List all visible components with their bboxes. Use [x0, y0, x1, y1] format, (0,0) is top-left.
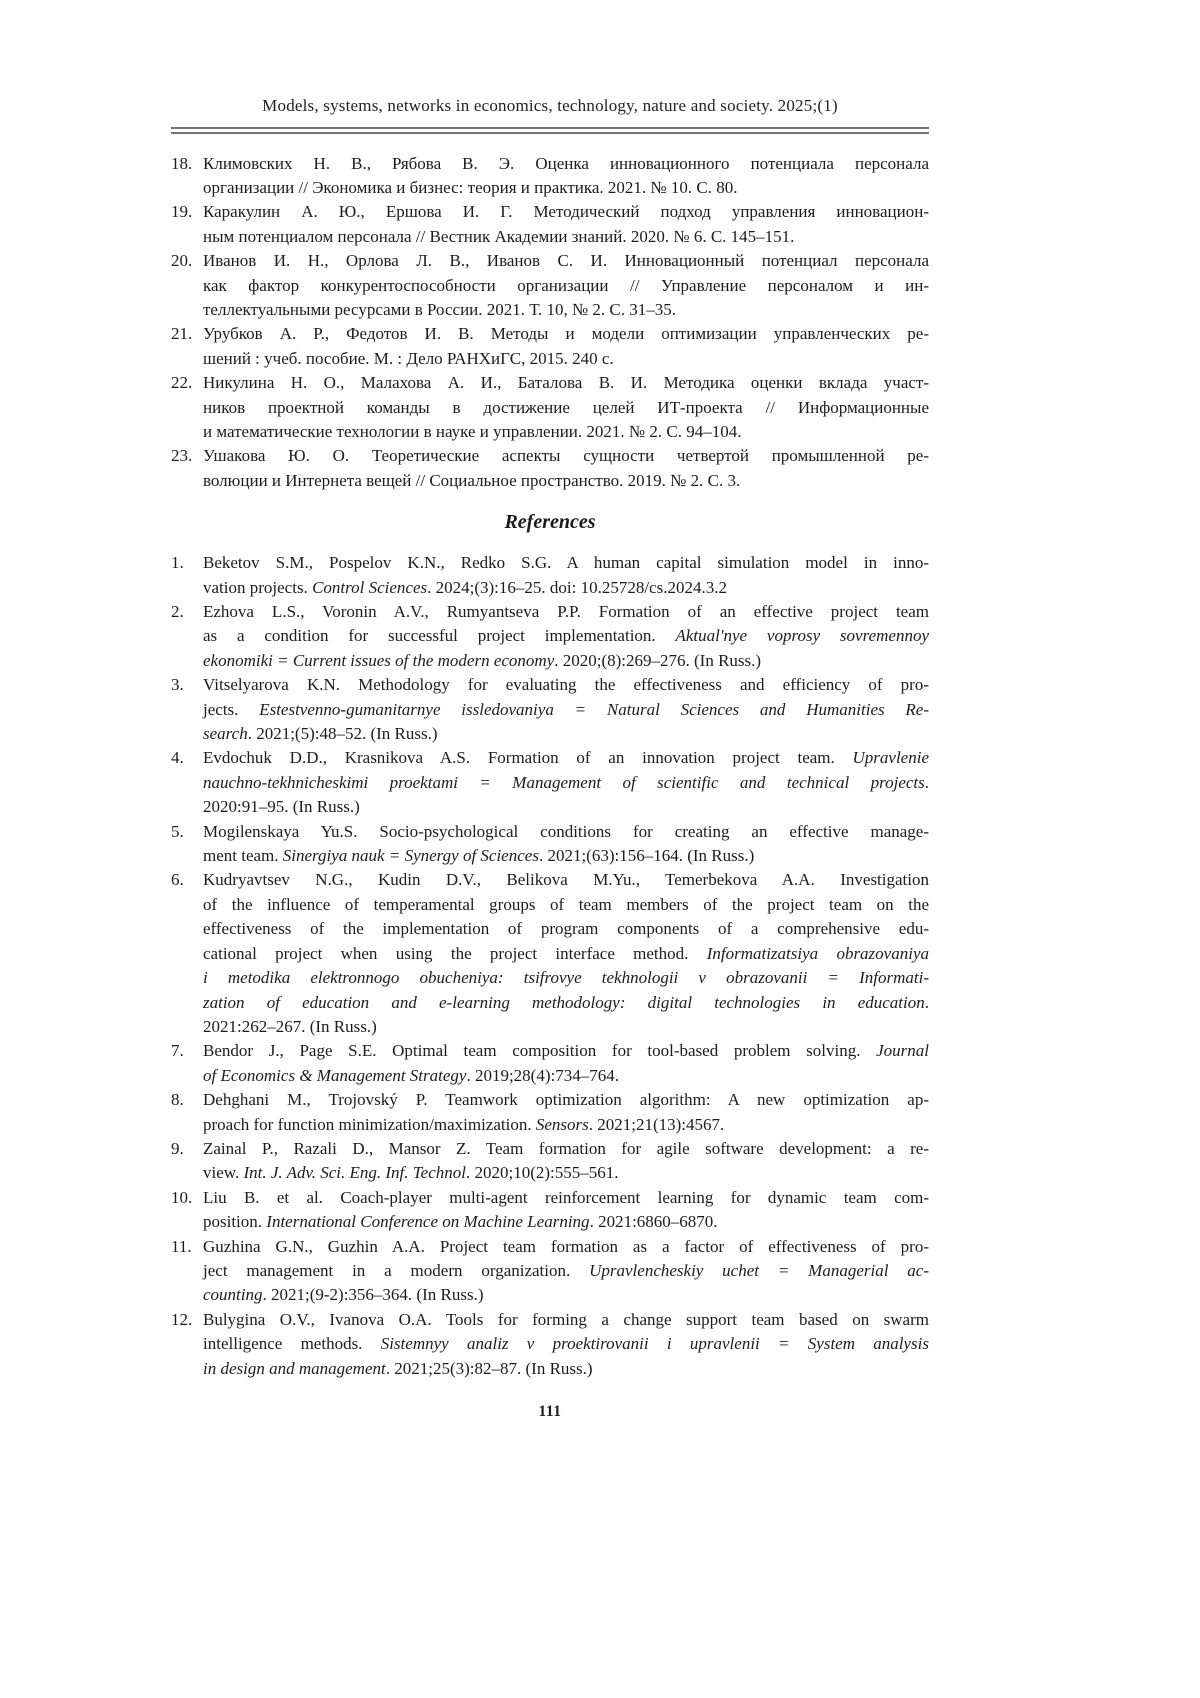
- reference-number: 2.: [171, 602, 184, 621]
- reference-number: 11.: [171, 1236, 192, 1256]
- reference-line: Beketov S.M., Pospelov K.N., Redko S.G. A human capital simulation model in inno-: [203, 553, 929, 573]
- reference-item: [171, 152, 929, 201]
- reference-item: [171, 1235, 929, 1308]
- reference-number: 1.: [171, 553, 184, 573]
- reference-item: [171, 551, 929, 600]
- reference-number: 23.: [171, 446, 193, 466]
- reference-item: [171, 673, 929, 746]
- reference-number: 9.: [171, 1138, 184, 1158]
- reference-item: [171, 868, 929, 1039]
- reference-line: ment team. Sinergiya nauk = Synergy of Sciences. 2021;(63):156–164. (In Russ.): [203, 846, 755, 866]
- reference-item: [171, 1308, 929, 1381]
- reference-item: [171, 1039, 929, 1088]
- reference-line: Dehghani M., Trojovský P. Teamwork optimization algorithm: A new optimization ap-: [203, 1090, 929, 1110]
- reference-line: Vitselyarova K.N. Methodology for evaluating the effectiveness and efficiency of pro-: [203, 675, 929, 695]
- reference-line: шений : учеб. пособие. М. : Дело РАНХиГС, 2015. 240 с.: [203, 348, 614, 368]
- reference-line: Климовских Н. В., Рябова В. Э. Оценка инновационного потенциала персонала: [203, 153, 929, 173]
- english-references-list: [171, 551, 929, 1381]
- reference-line: effectiveness of the implementation of program components of a comprehensive edu-: [203, 919, 929, 939]
- page-number: 111: [538, 1403, 562, 1420]
- reference-line: vation projects. Control Sciences. 2024;(3):16–25. doi: 10.25728/cs.2024.3.2: [203, 577, 727, 597]
- reference-item: [171, 820, 929, 869]
- reference-line: Ушакова Ю. О. Теоретические аспекты сущности четвертой промышленной ре-: [203, 446, 929, 466]
- reference-item: [171, 1137, 929, 1186]
- reference-line: Mogilenskaya Yu.S. Socio-psychological conditions for creating an effective manage-: [203, 821, 929, 841]
- reference-line: of Economics & Management Strategy. 2019;28(4):734–764.: [203, 1065, 619, 1085]
- reference-line: ject management in a modern organization. Upravlencheskiy uchet = Managerial ac-: [203, 1260, 929, 1280]
- reference-line: of the influence of temperamental groups of team members of the project team on the: [203, 894, 929, 914]
- reference-line: proach for function minimization/maximization. Sensors. 2021;21(13):4567.: [203, 1114, 725, 1134]
- reference-line: Kudryavtsev N.G., Kudin D.V., Belikova M.Yu., Temerbekova A.A. Investigation: [203, 870, 929, 890]
- running-header: Models, systems, networks in economics, technology, nature and society. 2025;(1): [262, 96, 838, 115]
- reference-line: Ezhova L.S., Voronin A.V., Rumyantseva P.P. Formation of an effective project team: [203, 602, 929, 621]
- reference-line: counting. 2021;(9-2):356–364. (In Russ.): [203, 1285, 484, 1305]
- reference-number: 10.: [171, 1187, 193, 1207]
- reference-item: [171, 371, 929, 444]
- russian-references-list: [171, 152, 929, 494]
- reference-line: jects. Estestvenno-gumanitarnye issledovaniya = Natural Sciences and Humanities Re-: [203, 699, 929, 719]
- reference-line: 2021:262–267. (In Russ.): [203, 1016, 377, 1036]
- reference-number: 7.: [171, 1041, 184, 1061]
- reference-line: Liu B. et al. Coach-player multi-agent reinforcement learning for dynamic team com-: [203, 1187, 929, 1207]
- text-column: [171, 0, 929, 1422]
- references-heading: References: [504, 511, 596, 534]
- reference-number: 3.: [171, 675, 184, 695]
- reference-item: [171, 249, 929, 322]
- reference-line: Иванов И. Н., Орлова Л. В., Иванов С. И. Инновационный потенциал персонала: [203, 251, 929, 271]
- reference-line: Урубков А. Р., Федотов И. В. Методы и модели оптимизации управленческих ре-: [203, 324, 929, 344]
- reference-item: [171, 746, 929, 819]
- header-double-rule: [171, 127, 929, 134]
- reference-line: Guzhina G.N., Guzhin A.A. Project team formation as a factor of effectiveness of pro-: [203, 1236, 929, 1256]
- reference-line: zation of education and e-learning methodology: digital technologies in education.: [203, 992, 929, 1012]
- reference-number: 18.: [171, 153, 193, 173]
- reference-line: как фактор конкурентоспособности организации // Управление персоналом и ин-: [203, 275, 929, 295]
- reference-item: [171, 1088, 929, 1137]
- reference-line: ников проектной команды в достижение целей ИТ-проекта // Информационные: [203, 397, 929, 417]
- reference-line: search. 2021;(5):48–52. (In Russ.): [203, 724, 438, 744]
- reference-number: 6.: [171, 870, 184, 890]
- reference-number: 5.: [171, 821, 184, 841]
- reference-number: 21.: [171, 324, 193, 344]
- reference-item: [171, 444, 929, 493]
- reference-number: 4.: [171, 748, 184, 768]
- reference-line: Evdochuk D.D., Krasnikova A.S. Formation of an innovation project team. Upravlenie: [203, 748, 929, 768]
- reference-line: ным потенциалом персонала // Вестник Академии знаний. 2020. № 6. С. 145–151.: [203, 226, 795, 246]
- reference-line: intelligence methods. Sistemnyy analiz v proektirovanii i upravlenii = System analysis: [203, 1334, 930, 1354]
- reference-item: [171, 600, 929, 673]
- reference-line: Zainal P., Razali D., Mansor Z. Team formation for agile software development: a re-: [203, 1138, 929, 1158]
- reference-item: [171, 1186, 929, 1235]
- reference-line: Bulygina O.V., Ivanova O.A. Tools for forming a change support team based on swarm: [203, 1309, 929, 1329]
- reference-line: организации // Экономика и бизнес: теория и практика. 2021. № 10. С. 80.: [203, 177, 738, 197]
- reference-line: 2020:91–95. (In Russ.): [203, 797, 360, 817]
- reference-number: 12.: [171, 1309, 193, 1329]
- reference-line: in design and management. 2021;25(3):82–87. (In Russ.): [203, 1358, 593, 1378]
- reference-line: Никулина Н. О., Малахова А. И., Баталова В. И. Методика оценки вклада участ-: [203, 373, 929, 393]
- reference-line: as a condition for successful project implementation. Aktual'nye voprosy sovremennoy: [203, 626, 929, 646]
- reference-line: Bendor J., Page S.E. Optimal team composition for tool-based problem solving. Journal: [203, 1041, 929, 1061]
- reference-line: Каракулин А. Ю., Ершова И. Г. Методический подход управления инновацион-: [203, 202, 929, 222]
- reference-number: 8.: [171, 1090, 184, 1110]
- reference-line: и математические технологии в науке и управлении. 2021. № 2. С. 94–104.: [203, 421, 742, 441]
- reference-item: [171, 200, 929, 249]
- reference-number: 20.: [171, 251, 193, 271]
- reference-line: cational project when using the project interface method. Informatizatsiya obrazovaniya: [203, 943, 929, 963]
- reference-number: 22.: [171, 373, 193, 393]
- reference-line: волюции и Интернета вещей // Социальное пространство. 2019. № 2. С. 3.: [203, 470, 741, 490]
- reference-number: 19.: [171, 202, 193, 222]
- reference-line: view. Int. J. Adv. Sci. Eng. Inf. Technol. 2020;10(2):555–561.: [203, 1163, 619, 1183]
- reference-line: position. International Conference on Machine Learning. 2021:6860–6870.: [203, 1212, 718, 1232]
- reference-line: i metodika elektronnogo obucheniya: tsifrovye tekhnologii v obrazovanii = Informati-: [203, 968, 929, 988]
- reference-item: [171, 322, 929, 371]
- reference-line: ekonomiki = Current issues of the modern economy. 2020;(8):269–276. (In Russ.): [203, 650, 762, 670]
- reference-line: теллектуальными ресурсами в России. 2021. Т. 10, № 2. С. 31–35.: [203, 299, 677, 319]
- reference-line: nauchno-tekhnicheskimi proektami = Management of scientific and technical projects.: [203, 772, 929, 792]
